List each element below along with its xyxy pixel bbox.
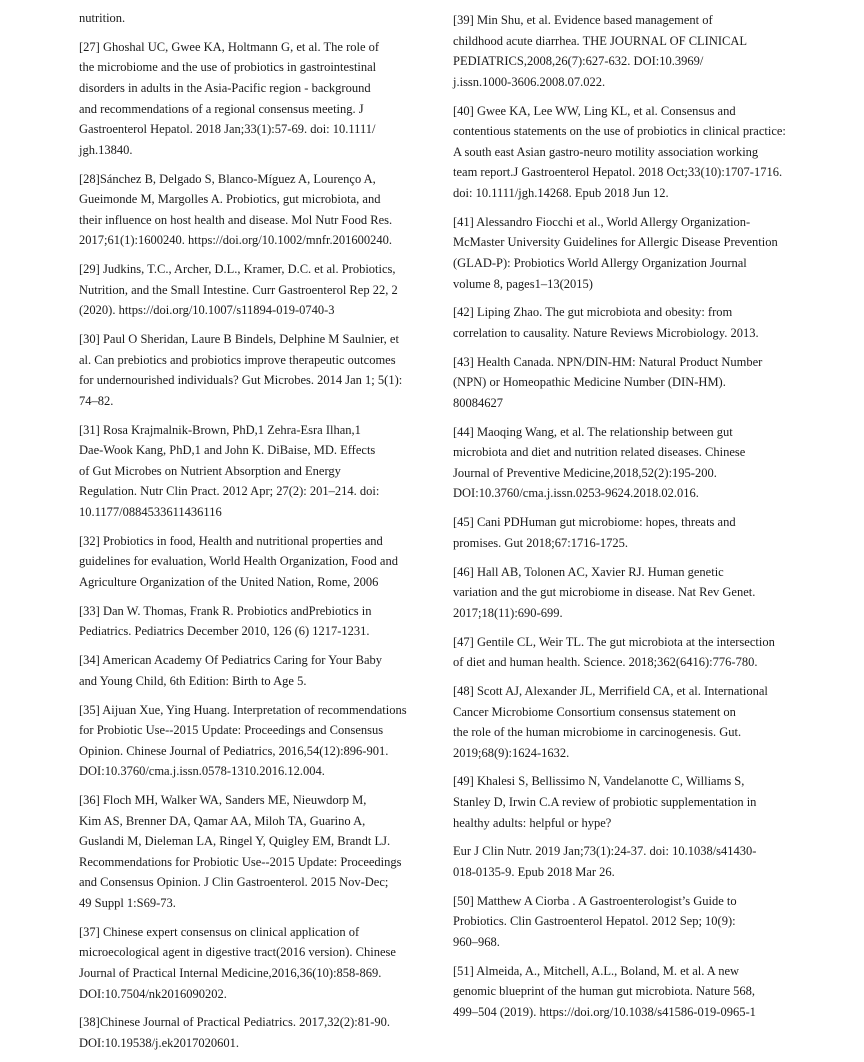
reference-column-right — [453, 10, 813, 1031]
reference-entry: [33] Dan W. Thomas, Frank R. Probiotics andPrebiotics in Pediatrics. Pediatrics December 2010, 126 (6) 1217-1231. — [79, 603, 372, 639]
reference-entry: [44] Maoqing Wang, et al. The relationship between gut microbiota and diet and nutrition related diseases. Chinese Journal of Preventive Medicine,2018,52(2):195-200. DOI:10.3760/cma.j.issn.0253-9624.2018.02.016. — [453, 424, 746, 501]
reference-entry: [31] Rosa Krajmalnik-Brown, PhD,1 Zehra-Esra Ilhan,1 Dae-Wook Kang, PhD,1 and John K. DiBaise, MD. Effects of Gut Microbes on Nutrient Absorption and Energy Regulation. Nutr Clin Pract. 2012 Apr; 27(2): 201–214. doi: 10.1177/0884533611436116 — [79, 422, 380, 519]
reference-entry: [40] Gwee KA, Lee WW, Ling KL, et al. Consensus and contentious statements on the use of probiotics in clinical practice: A south east Asian gastro-neuro motility association working team report.J Gastroenterol Hepatol. 2018 Oct;33(10):1707-1716. doi: 10.1111/jgh.14268. Epub 2018 Jun 12. — [453, 103, 786, 200]
reference-entry: [46] Hall AB, Tolonen AC, Xavier RJ. Human genetic variation and the gut microbiome in disease. Nat Rev Genet. 2017;18(11):690-699. — [453, 564, 756, 620]
reference-entry: [35] Aijuan Xue, Ying Huang. Interpretation of recommendations for Probiotic Use--2015 Update: Proceedings and Consensus Opinion. Chinese Journal of Pediatrics, 2016,54(12):896-901. DOI:10.3760/cma.j.issn.0578-1310.2016.12.004. — [79, 702, 407, 779]
reference-entry: Eur J Clin Nutr. 2019 Jan;73(1):24-37. doi: 10.1038/s41430- 018-0135-9. Epub 2018 Mar 26. — [453, 844, 757, 880]
reference-entry: [51] Almeida, A., Mitchell, A.L., Boland, M. et al. A new genomic blueprint of the human gut microbiota. Nature 568, 499–504 (2019). https://doi.org/10.1038/s41586-019-0965-1 — [453, 963, 756, 1019]
reference-entry: [43] Health Canada. NPN/DIN-HM: Natural Product Number (NPN) or Homeopathic Medicine Number (DIN-HM). 80084627 — [453, 354, 763, 410]
reference-entry: [36] Floch MH, Walker WA, Sanders ME, Nieuwdorp M, Kim AS, Brenner DA, Qamar AA, Miloh TA, Guarino A, Guslandi M, Dieleman LA, Ringel Y, Quigley EM, Brandt LJ. Recommendations for Probiotic Use--2015 Update: Proceedings and Consensus Opinion. J Clin Gastroenterol. 2015 Nov-Dec; 49 Suppl 1:S69-73. — [79, 793, 402, 911]
reference-entry: [41] Alessandro Fiocchi et al., World Allergy Organization- McMaster University Guidelines for Allergic Disease Prevention (GLAD-P): Probiotics World Allergy Organization Journal volume 8, pages1–13(2015) — [453, 214, 778, 291]
reference-entry: [49] Khalesi S, Bellissimo N, Vandelanotte C, Williams S, Stanley D, Irwin C.A review of probiotic supplementation in healthy adults: helpful or hype? — [453, 774, 757, 830]
reference-entry: [50] Matthew A Ciorba . A Gastroenterologist’s Guide to Probiotics. Clin Gastroenterol Hepatol. 2012 Sep; 10(9): 960–968. — [453, 893, 737, 949]
reference-entry: [28]Sánchez B, Delgado S, Blanco-Míguez A, Lourenço A, Gueimonde M, Margolles A. Probiotics, gut microbiota, and their influence on host health and disease. Mol Nutr Food Res. 2017;61(1):1600240. https://doi.org/10.1002/mnfr.201600240. — [79, 171, 393, 248]
reference-entry: [37] Chinese expert consensus on clinical application of microecological agent in digestive tract(2016 version). Chinese Journal of Practical Internal Medicine,2016,36(10):858-869. DOI:10.7504/nk2016090202. — [79, 924, 396, 1001]
reference-entry: [29] Judkins, T.C., Archer, D.L., Kramer, D.C. et al. Probiotics, Nutrition, and the Small Intestine. Curr Gastroenterol Rep 22, 2 (2020). https://doi.org/10.1007/s11894-019-0740-3 — [79, 262, 398, 318]
reference-entry: [45] Cani PDHuman gut microbiome: hopes, threats and promises. Gut 2018;67:1716-1725. — [453, 515, 736, 550]
reference-entry: [27] Ghoshal UC, Gwee KA, Holtmann G, et al. The role of the microbiome and the use of probiotics in gastrointestinal disorders in adults in the Asia-Pacific region - background and recommendations of a regional consensus meeting. J Gastroenterol Hepatol. 2018 Jan;33(1):57-69. doi: 10.1111/ jgh.13840. — [79, 39, 380, 157]
reference-entry: [34] American Academy Of Pediatrics Caring for Your Baby and Young Child, 6th Edition: Birth to Age 5. — [79, 653, 383, 688]
reference-entry: [30] Paul O Sheridan, Laure B Bindels, Delphine M Saulnier, et al. Can prebiotics and probiotics improve therapeutic outcomes for undernourished individuals? Gut Microbes. 2014 Jan 1; 5(1): 74–82. — [79, 332, 403, 408]
reference-entry: nutrition. — [79, 11, 126, 25]
reference-entry: [48] Scott AJ, Alexander JL, Merrifield CA, et al. International Cancer Microbiome Consortium consensus statement on the role of the human microbiome in carcinogenesis. Gut. 2019;68(9):1624-1632. — [453, 683, 768, 760]
reference-entry: [47] Gentile CL, Weir TL. The gut microbiota at the intersection of diet and human health. Science. 2018;362(6416):776-780. — [453, 634, 775, 670]
reference-entry: [39] Min Shu, et al. Evidence based management of childhood acute diarrhea. THE JOURNAL OF CLINICAL PEDIATRICS,2008,26(7):627-632. DOI:10.3969/ j.issn.1000-3606.2008.07.022. — [453, 13, 748, 89]
reference-entry: [32] Probiotics in food, Health and nutritional properties and guidelines for evaluation, World Health Organization, Food and Agriculture Organization of the United Nation, Rome, 2006 — [79, 533, 398, 589]
reference-column-left — [79, 8, 439, 1062]
reference-entry: [38]Chinese Journal of Practical Pediatrics. 2017,32(2):81-90. DOI:10.19538/j.ek2017020601. — [79, 1015, 391, 1050]
reference-entry: [42] Liping Zhao. The gut microbiota and obesity: from correlation to causality. Nature Reviews Microbiology. 2013. — [453, 305, 759, 340]
